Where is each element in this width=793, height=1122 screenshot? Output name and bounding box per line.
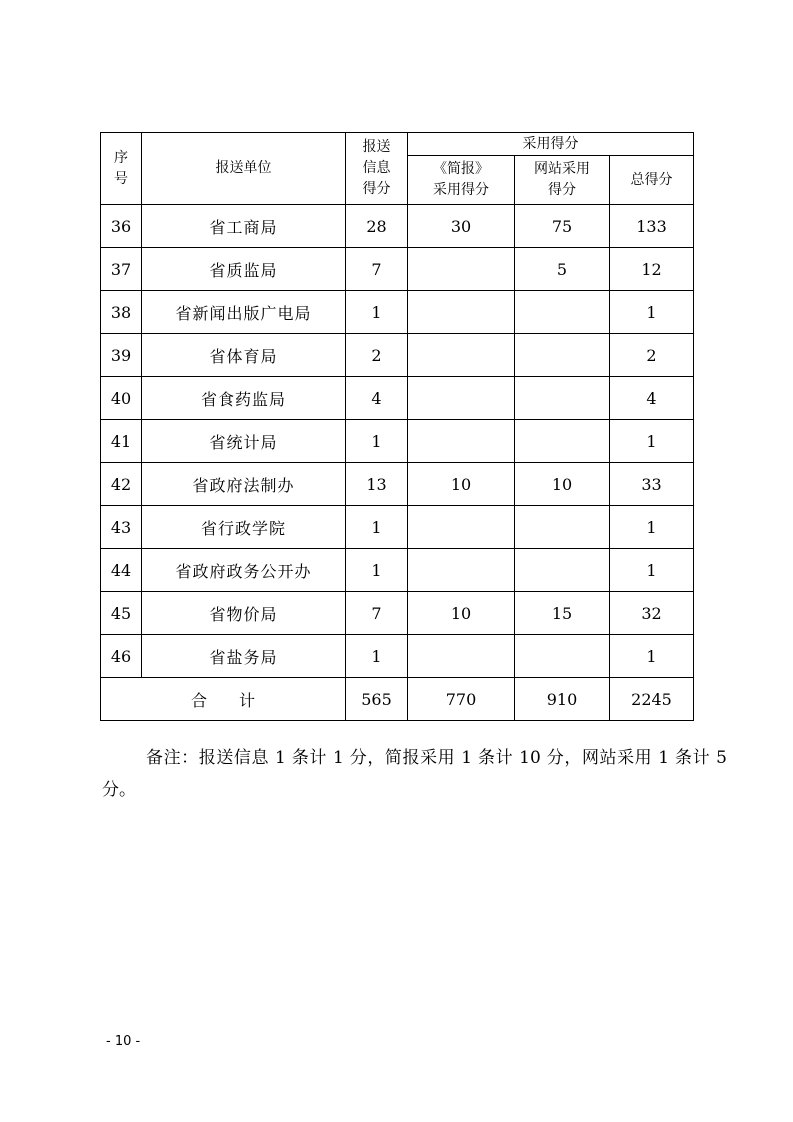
header-info-score: 报送 信息 得分 bbox=[346, 133, 408, 205]
cell-total: 4 bbox=[610, 377, 694, 420]
table-row bbox=[101, 334, 694, 377]
cell-brief: 30 bbox=[408, 205, 515, 248]
footnote: 备注：报送信息 1 条计 1 分，简报采用 1 条计 10 分，网站采用 1 条计 5 分。 bbox=[102, 748, 727, 800]
table-header bbox=[101, 133, 694, 205]
cell-unit: 省质监局 bbox=[142, 248, 346, 291]
table-row bbox=[101, 506, 694, 549]
table-row bbox=[101, 377, 694, 420]
total-brief: 770 bbox=[408, 678, 515, 721]
cell-unit: 省体育局 bbox=[142, 334, 346, 377]
header-adopt-group: 采用得分 bbox=[408, 133, 694, 156]
score-table bbox=[100, 132, 694, 721]
cell-unit: 省工商局 bbox=[142, 205, 346, 248]
page-number: - 10 - bbox=[106, 1034, 141, 1049]
cell-brief bbox=[408, 291, 515, 334]
table-row bbox=[101, 549, 694, 592]
header-brief-score: 《简报》 采用得分 bbox=[408, 156, 515, 205]
cell-brief bbox=[408, 506, 515, 549]
total-total: 2245 bbox=[610, 678, 694, 721]
cell-total: 133 bbox=[610, 205, 694, 248]
cell-seq: 45 bbox=[101, 592, 142, 635]
cell-total: 1 bbox=[610, 506, 694, 549]
cell-unit: 省新闻出版广电局 bbox=[142, 291, 346, 334]
cell-seq: 37 bbox=[101, 248, 142, 291]
cell-website bbox=[515, 420, 610, 463]
cell-website: 75 bbox=[515, 205, 610, 248]
cell-info: 7 bbox=[346, 592, 408, 635]
cell-seq: 43 bbox=[101, 506, 142, 549]
cell-unit: 省盐务局 bbox=[142, 635, 346, 678]
cell-website: 15 bbox=[515, 592, 610, 635]
cell-unit: 省统计局 bbox=[142, 420, 346, 463]
cell-info: 4 bbox=[346, 377, 408, 420]
table-body bbox=[101, 205, 694, 678]
cell-total: 1 bbox=[610, 420, 694, 463]
table-row bbox=[101, 205, 694, 248]
table-row bbox=[101, 463, 694, 506]
header-unit: 报送单位 bbox=[142, 133, 346, 205]
cell-website bbox=[515, 334, 610, 377]
cell-brief bbox=[408, 334, 515, 377]
cell-info: 13 bbox=[346, 463, 408, 506]
cell-brief bbox=[408, 377, 515, 420]
total-info: 565 bbox=[346, 678, 408, 721]
cell-website bbox=[515, 506, 610, 549]
cell-unit: 省政府法制办 bbox=[142, 463, 346, 506]
cell-website: 10 bbox=[515, 463, 610, 506]
cell-website: 5 bbox=[515, 248, 610, 291]
cell-unit: 省食药监局 bbox=[142, 377, 346, 420]
table-row bbox=[101, 291, 694, 334]
cell-total: 1 bbox=[610, 549, 694, 592]
cell-seq: 44 bbox=[101, 549, 142, 592]
cell-website bbox=[515, 291, 610, 334]
cell-seq: 38 bbox=[101, 291, 142, 334]
cell-seq: 46 bbox=[101, 635, 142, 678]
cell-total: 32 bbox=[610, 592, 694, 635]
cell-unit: 省政府政务公开办 bbox=[142, 549, 346, 592]
cell-info: 2 bbox=[346, 334, 408, 377]
cell-total: 1 bbox=[610, 291, 694, 334]
cell-seq: 39 bbox=[101, 334, 142, 377]
cell-seq: 42 bbox=[101, 463, 142, 506]
cell-website bbox=[515, 549, 610, 592]
cell-total: 1 bbox=[610, 635, 694, 678]
header-total-score: 总得分 bbox=[610, 156, 694, 205]
cell-brief: 10 bbox=[408, 463, 515, 506]
cell-seq: 41 bbox=[101, 420, 142, 463]
header-website-score: 网站采用 得分 bbox=[515, 156, 610, 205]
cell-brief: 10 bbox=[408, 592, 515, 635]
table-row bbox=[101, 248, 694, 291]
cell-total: 2 bbox=[610, 334, 694, 377]
total-row bbox=[101, 678, 694, 721]
cell-unit: 省物价局 bbox=[142, 592, 346, 635]
cell-info: 28 bbox=[346, 205, 408, 248]
table-row bbox=[101, 635, 694, 678]
cell-total: 33 bbox=[610, 463, 694, 506]
cell-brief bbox=[408, 635, 515, 678]
total-website: 910 bbox=[515, 678, 610, 721]
total-label: 合 计 bbox=[101, 678, 346, 721]
cell-info: 1 bbox=[346, 420, 408, 463]
cell-info: 1 bbox=[346, 549, 408, 592]
cell-info: 1 bbox=[346, 506, 408, 549]
cell-website bbox=[515, 377, 610, 420]
cell-unit: 省行政学院 bbox=[142, 506, 346, 549]
table-row bbox=[101, 592, 694, 635]
cell-brief bbox=[408, 248, 515, 291]
cell-info: 1 bbox=[346, 291, 408, 334]
cell-website bbox=[515, 635, 610, 678]
cell-seq: 36 bbox=[101, 205, 142, 248]
cell-total: 12 bbox=[610, 248, 694, 291]
cell-brief bbox=[408, 420, 515, 463]
cell-info: 1 bbox=[346, 635, 408, 678]
cell-info: 7 bbox=[346, 248, 408, 291]
cell-brief bbox=[408, 549, 515, 592]
header-seq: 序 号 bbox=[101, 133, 142, 205]
cell-seq: 40 bbox=[101, 377, 142, 420]
table-row bbox=[101, 420, 694, 463]
